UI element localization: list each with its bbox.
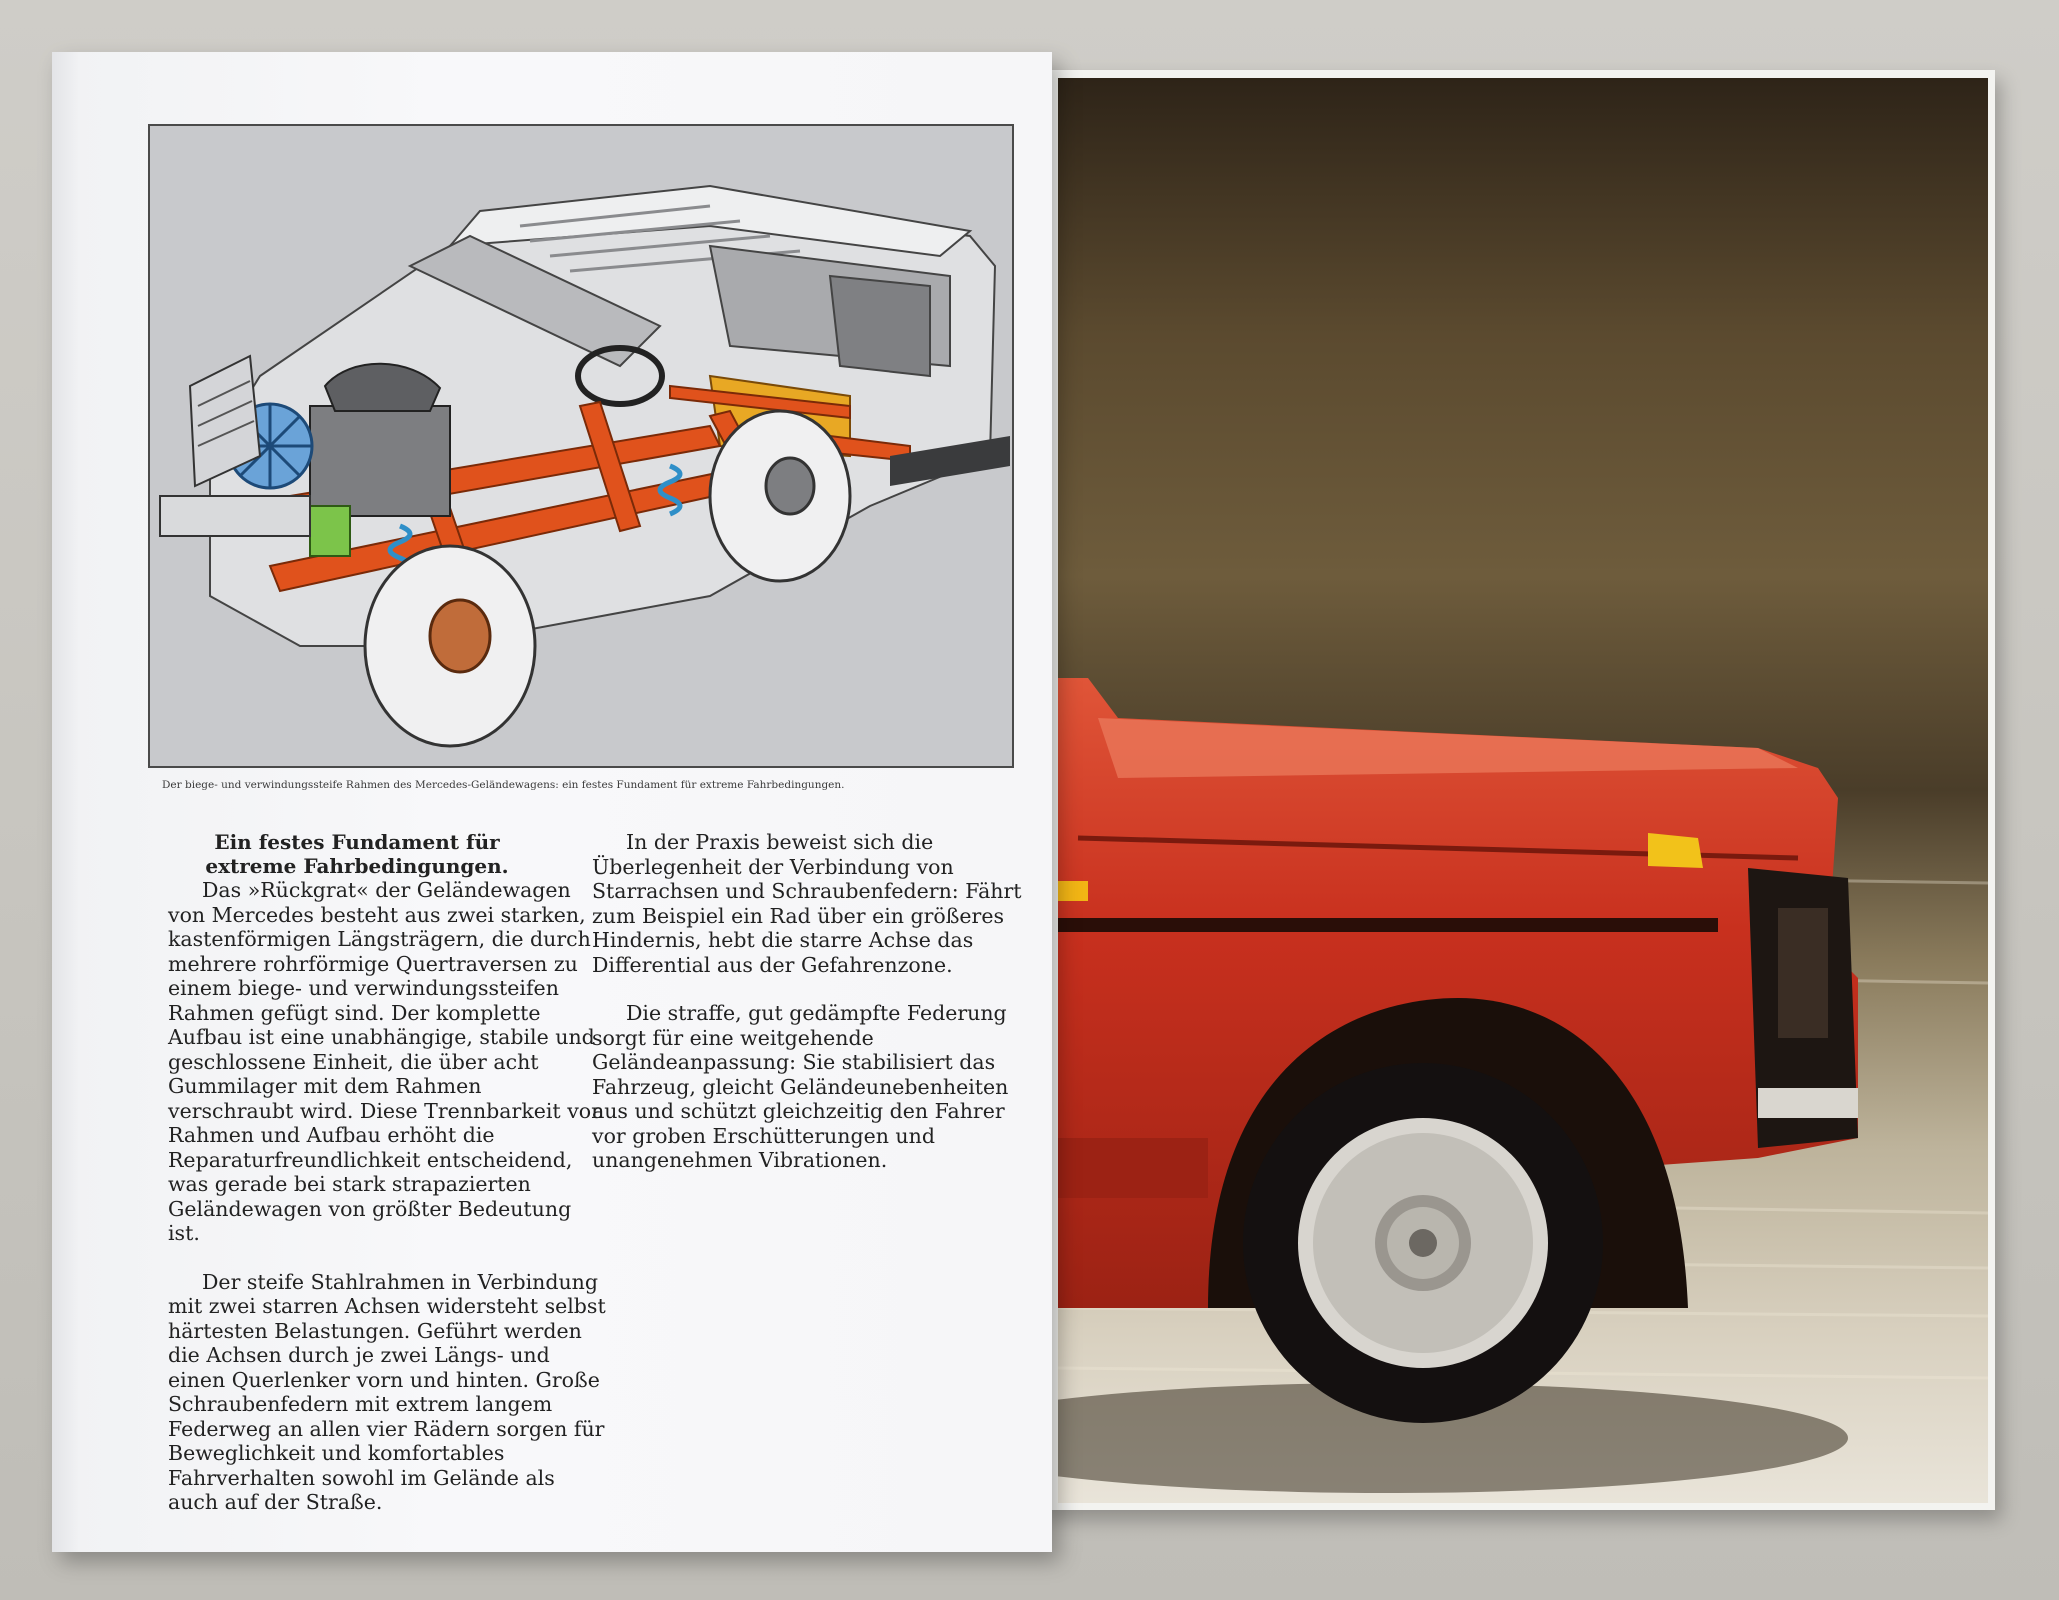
vehicle-photo-graphic <box>1058 78 1988 1503</box>
heading-line-2: extreme Fahrbedingungen. <box>205 854 509 878</box>
left-page <box>52 52 1052 1552</box>
red-offroad-vehicle-photo <box>1058 78 1988 1503</box>
heading-line-1: Ein festes Fundament für <box>214 830 500 854</box>
chassis-cutaway-illustration <box>148 124 1014 768</box>
text-column-right <box>592 830 1032 1173</box>
paragraph-rigid-axle: In der Praxis beweist sich die Überlegenheit der Verbindung von Starrachsen und Schraubenfedern: Fährt zum Beispiel ein Rad über ein größeres Hindernis, hebt die starre Achse das Differential aus der Gefahrenzone. <box>592 830 1022 977</box>
text-column-left <box>168 830 608 1515</box>
section-heading <box>192 830 522 878</box>
paragraph-backbone: Das »Rückgrat« der Geländewagen von Mercedes besteht aus zwei starken, kastenförmigen Längsträgern, die durch mehrere rohrförmige Quertraversen zu einem biege- und verwindungssteifen Rahmen gefügt sind. Der komplette Aufbau ist eine unabhängige, stabile und geschlossene Einheit, die über acht Gummilager mit dem Rahmen verschraubt wird. Diese Trennbarkeit von Rahmen und Aufbau erhöht die Reparaturfreundlichkeit entscheidend, was gerade bei stark strapazierten Geländewagen von größter Bedeutung ist. <box>168 878 605 1245</box>
paragraph-suspension: Die straffe, gut gedämpfte Federung sorgt für eine weitgehende Geländeanpassung: Sie stabilisiert das Fahrzeug, gleicht Geländeunebenheiten aus und schützt gleichzeitig den Fahrer vor groben Erschütterungen und unangenehmen Vibrationen. <box>592 1001 1009 1172</box>
paragraph-steel-frame: Der steife Stahlrahmen in Verbindung mit zwei starren Achsen widersteht selbst härtesten Belastungen. Geführt werden die Achsen durch je zwei Längs- und einen Querlenker vorn und hinten. Große Schraubenfedern mit extrem langem Federweg an allen vier Rädern sorgen für Beweglichkeit und komfortables Fahrverhalten sowohl im Gelände als auch auf der Straße. <box>168 1269 606 1514</box>
illustration-caption: Der biege- und verwindungssteife Rahmen des Mercedes-Geländewagens: ein festes Fundament für extreme Fahrbedingungen. <box>162 779 845 791</box>
vehicle-chassis-drawing <box>150 126 1012 766</box>
